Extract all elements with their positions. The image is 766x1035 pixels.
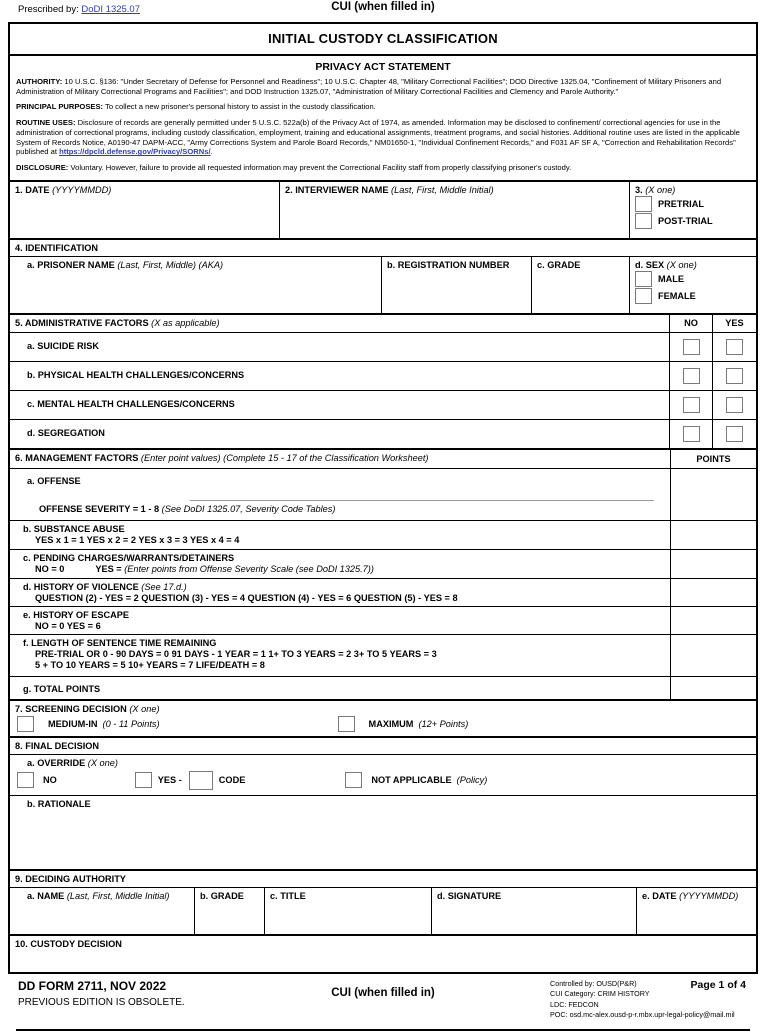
section6-header	[10, 450, 756, 469]
checkbox-segregation-yes-cell[interactable]	[713, 420, 756, 448]
override-options	[15, 771, 752, 790]
section5-hint: (X as applicable)	[151, 317, 220, 328]
checkbox-physical-health-no[interactable]	[683, 368, 700, 384]
medium-in-label: MEDIUM-IN	[48, 718, 98, 729]
pending-charges-label: c. PENDING CHARGES/WARRANTS/DETAINERS	[23, 552, 235, 563]
history-escape-label: e. HISTORY OF ESCAPE	[23, 609, 130, 620]
offense-severity-label: OFFENSE SEVERITY = 1 - 8	[39, 503, 160, 514]
prescribed-by-label: Prescribed by:	[18, 4, 79, 15]
segregation-label: d. SEGREGATION	[27, 427, 105, 438]
disclosure-text: Voluntary. However, failure to provide all requested information may prevent the Correctional Facility staff from properly classifying prisoner's custody.	[70, 163, 572, 173]
page-number: Page 1 of 4	[690, 978, 746, 991]
pending-charges-hint: (Enter points from Offense Severity Scale (see DoDI 1325.7))	[124, 563, 374, 574]
checkbox-mental-health-yes[interactable]	[726, 397, 743, 413]
field-prisoner-name[interactable]	[10, 257, 382, 313]
points-pending-charges[interactable]	[671, 550, 756, 578]
row-deciding-authority	[10, 888, 756, 936]
prisoner-name-label: a. PRISONER NAME	[27, 259, 115, 270]
table-row	[10, 362, 756, 391]
trial-label: 3.	[635, 184, 643, 195]
form-number: DD FORM 2711, NOV 2022	[18, 978, 167, 993]
date-hint: (YYYYMMDD)	[52, 184, 112, 195]
field-trial-status	[630, 182, 756, 238]
column-header-no: NO	[670, 315, 713, 332]
checkbox-posttrial-row[interactable]	[635, 213, 752, 229]
interviewer-label: 2. INTERVIEWER NAME	[285, 184, 389, 195]
history-violence-label: d. HISTORY OF VIOLENCE	[23, 581, 139, 592]
row-history-escape	[10, 607, 756, 635]
sentence-length-label: f. LENGTH OF SENTENCE TIME REMAINING	[23, 637, 217, 648]
authority-date-hint: (YYYYMMDD)	[679, 890, 739, 901]
page-title: INITIAL CUSTODY CLASSIFICATION	[10, 24, 756, 56]
pending-charges-yes: YES =	[95, 563, 122, 574]
checkbox-physical-health-yes-cell[interactable]	[713, 362, 756, 390]
authority-name-label: a. NAME	[27, 890, 65, 901]
routine-text: Disclosure of records are generally permitted under 5 U.S.C. 522a(b) of the Privacy Act of 1974, as amended. Information may be disclosed to confinement/ correctional agencies for use in the administration of correctional programs, including custody classification, employment, training and educational assignments, treatment programs, and social histories. Additional routine uses are listed in the applicable System of Records Notice, A0190-47 DAPM-ACC, "Army Corrections System and Parole Board Records," NM01650-1, "Individual Confinement Records," and F031 AF SF A, "Correction and Rehabilitation Records" published at	[16, 118, 740, 157]
substance-abuse-label: b. SUBSTANCE ABUSE	[23, 523, 125, 534]
male-label: MALE	[658, 273, 685, 284]
privacy-disclosure	[16, 163, 750, 173]
not-applicable-hint: (Policy)	[456, 775, 488, 786]
section5-header	[10, 315, 756, 333]
section4-header	[10, 240, 756, 257]
section6-label: 6. MANAGEMENT FACTORS	[15, 452, 139, 463]
cui-banner-bottom: CUI (when filled in)	[331, 986, 435, 999]
checkbox-segregation-no-cell[interactable]	[670, 420, 713, 448]
field-interviewer-name[interactable]	[280, 182, 630, 238]
checkbox-mental-health-no[interactable]	[683, 397, 700, 413]
authority-signature-label: d. SIGNATURE	[437, 890, 502, 901]
authority-date-label: e. DATE	[642, 890, 677, 901]
checkbox-segregation-no[interactable]	[683, 426, 700, 442]
checkbox-female-row[interactable]	[635, 288, 752, 304]
poc: POC: osd.mc-alex.ousd-p-r.mbx.upr-legal-policy@mail.mil	[550, 1010, 735, 1020]
override-hint: (X one)	[87, 757, 118, 768]
points-sentence-length[interactable]	[671, 635, 756, 676]
points-history-violence[interactable]	[671, 579, 756, 606]
field-authority-name[interactable]	[10, 888, 195, 934]
prisoner-name-hint: (Last, First, Middle) (AKA)	[117, 259, 224, 270]
field-authority-date[interactable]	[637, 888, 756, 934]
offense-severity-hint: (See DoDI 1325.07, Severity Code Tables)	[161, 503, 336, 514]
total-points-label: g. TOTAL POINTS	[23, 683, 101, 694]
authority-text: 10 U.S.C. §136: "Under Secretary of Defense for Personnel and Readiness"; 10 U.S.C. Chapter 48, "Military Correctional Facilities"; DOD Directive 1325.04, "Confinement of Military Prisoners and Administration of Military Correctional Programs and Facilities"; and DOD Instruction 1325.07, "Administration of Military Correctional Facilities and Clemency and Parole Authority."	[16, 77, 722, 96]
authority-title-label: c. TITLE	[270, 890, 306, 901]
dodi-link[interactable]: DoDI 1325.07	[81, 4, 140, 15]
registration-label: b. REGISTRATION NUMBER	[387, 259, 510, 270]
date-label: 1. DATE	[15, 184, 50, 195]
table-row	[10, 391, 756, 420]
checkbox-suicide-risk-no-cell[interactable]	[670, 333, 713, 361]
authority-name-hint: (Last, First, Middle Initial)	[66, 890, 170, 901]
pending-charges-no: NO = 0	[35, 563, 65, 574]
authority-grade-label: b. GRADE	[200, 890, 244, 901]
sorns-link[interactable]: https://dpcld.defense.gov/Privacy/SORNs/	[59, 147, 211, 157]
grade-label: c. GRADE	[537, 259, 581, 270]
table-row	[10, 333, 756, 362]
section6-hint2: (Complete 15 - 17 of the Classification Worksheet)	[223, 452, 429, 463]
checkbox-suicide-risk-yes-cell[interactable]	[713, 333, 756, 361]
column-header-points: POINTS	[696, 453, 731, 464]
maximum-label: MAXIMUM	[368, 718, 414, 729]
screening-options	[15, 716, 752, 732]
row-pending-charges	[10, 550, 756, 579]
points-history-escape[interactable]	[671, 607, 756, 634]
field-authority-signature[interactable]	[432, 888, 637, 934]
column-header-yes: YES	[725, 317, 744, 328]
interviewer-hint: (Last, First, Middle Initial)	[391, 184, 494, 195]
checkbox-pretrial-row[interactable]	[635, 196, 752, 212]
rationale-label: b. RATIONALE	[27, 798, 91, 809]
checkbox-mental-health-no-cell[interactable]	[670, 391, 713, 419]
principal-label: PRINCIPAL PURPOSES:	[16, 102, 104, 112]
section9-label: 9. DECIDING AUTHORITY	[15, 873, 126, 884]
disclosure-label: DISCLOSURE:	[16, 163, 69, 173]
trial-hint: (X one)	[645, 184, 676, 195]
offense-fill-line[interactable]	[190, 500, 654, 501]
checkbox-maximum[interactable]	[338, 716, 355, 732]
checkbox-suicide-risk-no[interactable]	[683, 339, 700, 355]
routine-label: ROUTINE USES:	[16, 118, 76, 128]
row-substance-abuse	[10, 521, 756, 550]
privacy-principal-purposes	[16, 102, 750, 112]
field-registration-number[interactable]	[382, 257, 532, 313]
principal-text: To collect a new prisoner's personal history to assist in the custody classification.	[105, 102, 376, 112]
checkbox-not-applicable[interactable]	[345, 772, 362, 788]
mental-health-label: c. MENTAL HEALTH CHALLENGES/CONCERNS	[27, 398, 235, 409]
field-authority-grade[interactable]	[195, 888, 265, 934]
physical-health-label: b. PHYSICAL HEALTH CHALLENGES/CONCERNS	[27, 369, 245, 380]
medium-in-hint: (0 - 11 Points)	[102, 718, 160, 729]
section8-label: 8. FINAL DECISION	[15, 740, 100, 751]
history-escape-scale: NO = 0 YES = 6	[35, 620, 101, 631]
history-violence-hint: (See 17.d.)	[141, 581, 187, 592]
points-offense[interactable]	[671, 469, 756, 520]
checkbox-override-no[interactable]	[17, 772, 34, 788]
field-date[interactable]	[10, 182, 280, 238]
field-grade[interactable]	[532, 257, 630, 313]
footer-rule	[16, 1029, 750, 1031]
section7-screening-decision	[10, 701, 756, 738]
checkbox-pretrial[interactable]	[635, 196, 652, 212]
checkbox-segregation-yes[interactable]	[726, 426, 743, 442]
checkbox-physical-health-no-cell[interactable]	[670, 362, 713, 390]
sex-label: d. SEX	[635, 259, 665, 270]
section6-hint1: (Enter point values)	[140, 452, 221, 463]
privacy-authority	[16, 77, 750, 96]
form-frame	[8, 22, 758, 974]
cui-banner-top: CUI (when filled in)	[331, 1, 435, 13]
checkbox-male[interactable]	[635, 271, 652, 287]
row-identification	[10, 257, 756, 315]
override-code-label: CODE	[218, 775, 246, 786]
points-total[interactable]	[671, 677, 756, 699]
female-label: FEMALE	[658, 290, 696, 301]
previous-edition-note: PREVIOUS EDITION IS OBSOLETE.	[18, 996, 185, 1008]
cui-category: CUI Category: CRIM HISTORY	[550, 989, 650, 999]
table-row	[10, 420, 756, 450]
substance-abuse-scale: YES x 1 = 1 YES x 2 = 2 YES x 3 = 3 YES x 4 = 4	[35, 534, 240, 545]
suicide-risk-label: a. SUICIDE RISK	[27, 340, 99, 351]
history-violence-scale: QUESTION (2) - YES = 2 QUESTION (3) - YES = 4 QUESTION (4) - YES = 6 QUESTION (5) - YES = 8	[35, 592, 458, 603]
checkbox-medium-in[interactable]	[17, 716, 34, 732]
sentence-length-scale-2: 5 + TO 10 YEARS = 5 10+ YEARS = 7 LIFE/DEATH = 8	[35, 659, 265, 670]
sentence-length-scale-1: PRE-TRIAL OR 0 - 90 DAYS = 0 91 DAYS - 1 YEAR = 1 1+ TO 3 YEARS = 2 3+ TO 5 YEARS = 3	[35, 648, 437, 659]
pretrial-label: PRETRIAL	[658, 198, 704, 209]
not-applicable-label: NOT APPLICABLE	[371, 775, 452, 786]
points-substance-abuse[interactable]	[671, 521, 756, 549]
sex-hint: (X one)	[666, 259, 697, 270]
checkbox-suicide-risk-yes[interactable]	[726, 339, 743, 355]
checkbox-physical-health-yes[interactable]	[726, 368, 743, 384]
row-history-violence	[10, 579, 756, 607]
section4-label: 4. IDENTIFICATION	[15, 242, 99, 253]
controlled-by: Controlled by: OUSD(P&R)	[550, 978, 637, 988]
checkbox-override-yes[interactable]	[135, 772, 152, 788]
field-authority-title[interactable]	[265, 888, 432, 934]
override-label: a. OVERRIDE	[27, 757, 86, 768]
privacy-act-title: PRIVACY ACT STATEMENT	[315, 61, 451, 73]
override-no-label: NO	[43, 775, 57, 786]
section7-hint: (X one)	[129, 703, 160, 714]
section10-label: 10. CUSTODY DECISION	[15, 938, 122, 949]
top-banner	[8, 0, 758, 22]
checkbox-male-row[interactable]	[635, 271, 752, 287]
override-code-input[interactable]	[189, 771, 213, 790]
section10-custody-decision[interactable]	[10, 936, 756, 972]
post-trial-label: POST-TRIAL	[658, 215, 713, 226]
row-sentence-length	[10, 635, 756, 677]
checkbox-female[interactable]	[635, 288, 652, 304]
section5-label: 5. ADMINISTRATIVE FACTORS	[15, 317, 149, 328]
override-yes-label: YES -	[157, 775, 182, 786]
maximum-hint: (12+ Points)	[418, 718, 469, 729]
section7-label: 7. SCREENING DECISION	[15, 703, 127, 714]
authority-label: AUTHORITY:	[16, 77, 63, 86]
section8-rationale[interactable]	[10, 796, 756, 871]
privacy-routine-uses	[16, 118, 750, 157]
ldc: LDC: FEDCON	[550, 999, 599, 1009]
section9-header	[10, 871, 756, 888]
checkbox-post-trial[interactable]	[635, 213, 652, 229]
field-sex	[630, 257, 756, 313]
row-date-interviewer-trial	[10, 182, 756, 240]
row-offense	[10, 469, 756, 521]
section8-header	[10, 738, 756, 755]
page-footer	[8, 979, 758, 1035]
routine-text-end: .	[210, 147, 213, 157]
section8-override	[10, 755, 756, 796]
offense-label: a. OFFENSE	[27, 475, 81, 486]
checkbox-mental-health-yes-cell[interactable]	[713, 391, 756, 419]
row-total-points	[10, 677, 756, 701]
privacy-act-statement	[10, 56, 756, 182]
